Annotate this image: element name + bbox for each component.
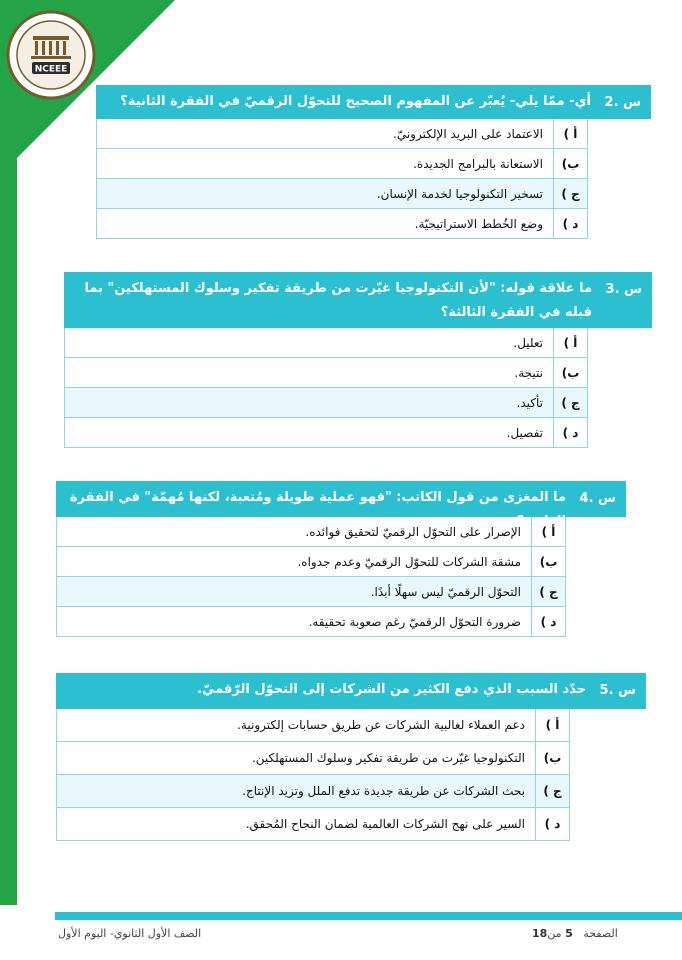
option-text: دعم العملاء لغالبية الشركات عن طريق حسابات إلكترونية. [237,718,525,732]
page-label: الصفحة [583,927,618,940]
question-header [96,85,651,119]
option-letter: ج ) [553,179,587,208]
option-b[interactable] [56,547,566,577]
question-number: س .4 [579,491,616,506]
option-text: الاعتماد على البريد الإلكترونيّ. [393,127,543,141]
question-3 [64,272,652,448]
option-letter: أ ) [553,328,587,357]
option-a[interactable] [56,709,570,742]
option-letter: ب) [553,358,587,387]
option-b[interactable] [96,149,588,179]
option-letter: د ) [553,209,587,238]
question-number: س .5 [599,683,636,698]
option-text: مشقة الشركات للتحوّل الرقميّ وعدم جدواه. [297,555,521,569]
option-d[interactable] [56,607,566,637]
side-accent-bar [0,0,17,905]
option-c[interactable] [56,577,566,607]
option-letter: ج ) [535,775,569,807]
option-a[interactable] [56,517,566,547]
option-letter: ب) [531,547,565,576]
option-text: بحث الشركات عن طريقة جديدة تدفع الملل وتزيد الإنتاج. [242,784,525,798]
option-text: تفصيل. [506,426,543,440]
option-letter: ج ) [553,388,587,417]
option-letter: د ) [531,607,565,636]
footer-page-number [532,927,618,940]
question-header [56,481,626,529]
question-text: أي- ممّا يلي- يُعبّر عن المفهوم الصحيح للتحوّل الرقميّ في الفقرة الثانية؟ [120,94,591,109]
option-text: الاستعانة بالبرامج الجديدة. [413,157,543,171]
question-2 [96,85,651,239]
question-4 [56,481,626,637]
footer-grade: الصف الأول الثانوي- اليوم الأول [58,927,202,940]
page-of: من [547,927,562,940]
option-letter: ب) [553,149,587,178]
option-letter: د ) [553,418,587,447]
option-c[interactable] [56,775,570,808]
option-letter: ج ) [531,577,565,606]
option-a[interactable] [64,328,588,358]
question-header [56,673,646,709]
option-text: السير على نهج الشركات العالمية لضمان النجاح المُحقق. [245,817,525,831]
question-number: س .3 [605,282,642,297]
option-letter: د ) [535,808,569,840]
question-5 [56,673,646,841]
option-text: تأكيد. [516,396,543,410]
svg-text:NCEEE: NCEEE [34,64,68,75]
option-d[interactable] [64,418,588,448]
option-c[interactable] [96,179,588,209]
option-b[interactable] [64,358,588,388]
option-text: تعليل. [513,336,543,350]
question-text: ما علاقة قوله: "لأن التكنولوجيا غيّرت من طريقة تفكير وسلوك المستهلكين" بما قبله في الفقرة الثالثة؟ [84,281,592,320]
option-letter: أ ) [535,709,569,741]
option-text: الإصرار على التحوّل الرقميّ لتحقيق فوائده. [305,525,521,539]
nceee-logo [6,10,96,100]
footer-divider [55,912,682,920]
question-text: حدّد السبب الذي دفع الكثير من الشركات إلى التحوّل الرّقميّ. [197,682,586,697]
option-d[interactable] [96,209,588,239]
question-text: ما المغزى من قول الكاتب: "فهو عملية طويلة ومُتعبة، لكنها مُهمّة" في الفقرة الرابعة؟ [69,490,566,529]
option-d[interactable] [56,808,570,841]
question-header [64,272,652,328]
option-text: التحوّل الرقميّ ليس سهلًا أبدًا. [370,585,521,599]
option-c[interactable] [64,388,588,418]
option-letter: ب) [535,742,569,774]
option-b[interactable] [56,742,570,775]
option-text: ضرورة التحوّل الرقميّ رغم صعوبة تحقيقه. [308,615,521,629]
option-text: وضع الخُطط الاستراتيجيّة. [414,217,543,231]
option-text: تسخير التكنولوجيا لخدمة الإنسان. [376,187,543,201]
option-letter: أ ) [531,517,565,546]
question-number: س .2 [604,95,641,110]
option-text: التكنولوجيا غيّرت من طريقة تفكير وسلوك المستهلكين. [251,751,525,765]
option-a[interactable] [96,119,588,149]
option-letter: أ ) [553,119,587,148]
page-current: 5 [565,927,573,940]
option-text: نتيجة. [514,366,543,380]
page-total: 18 [532,927,548,940]
